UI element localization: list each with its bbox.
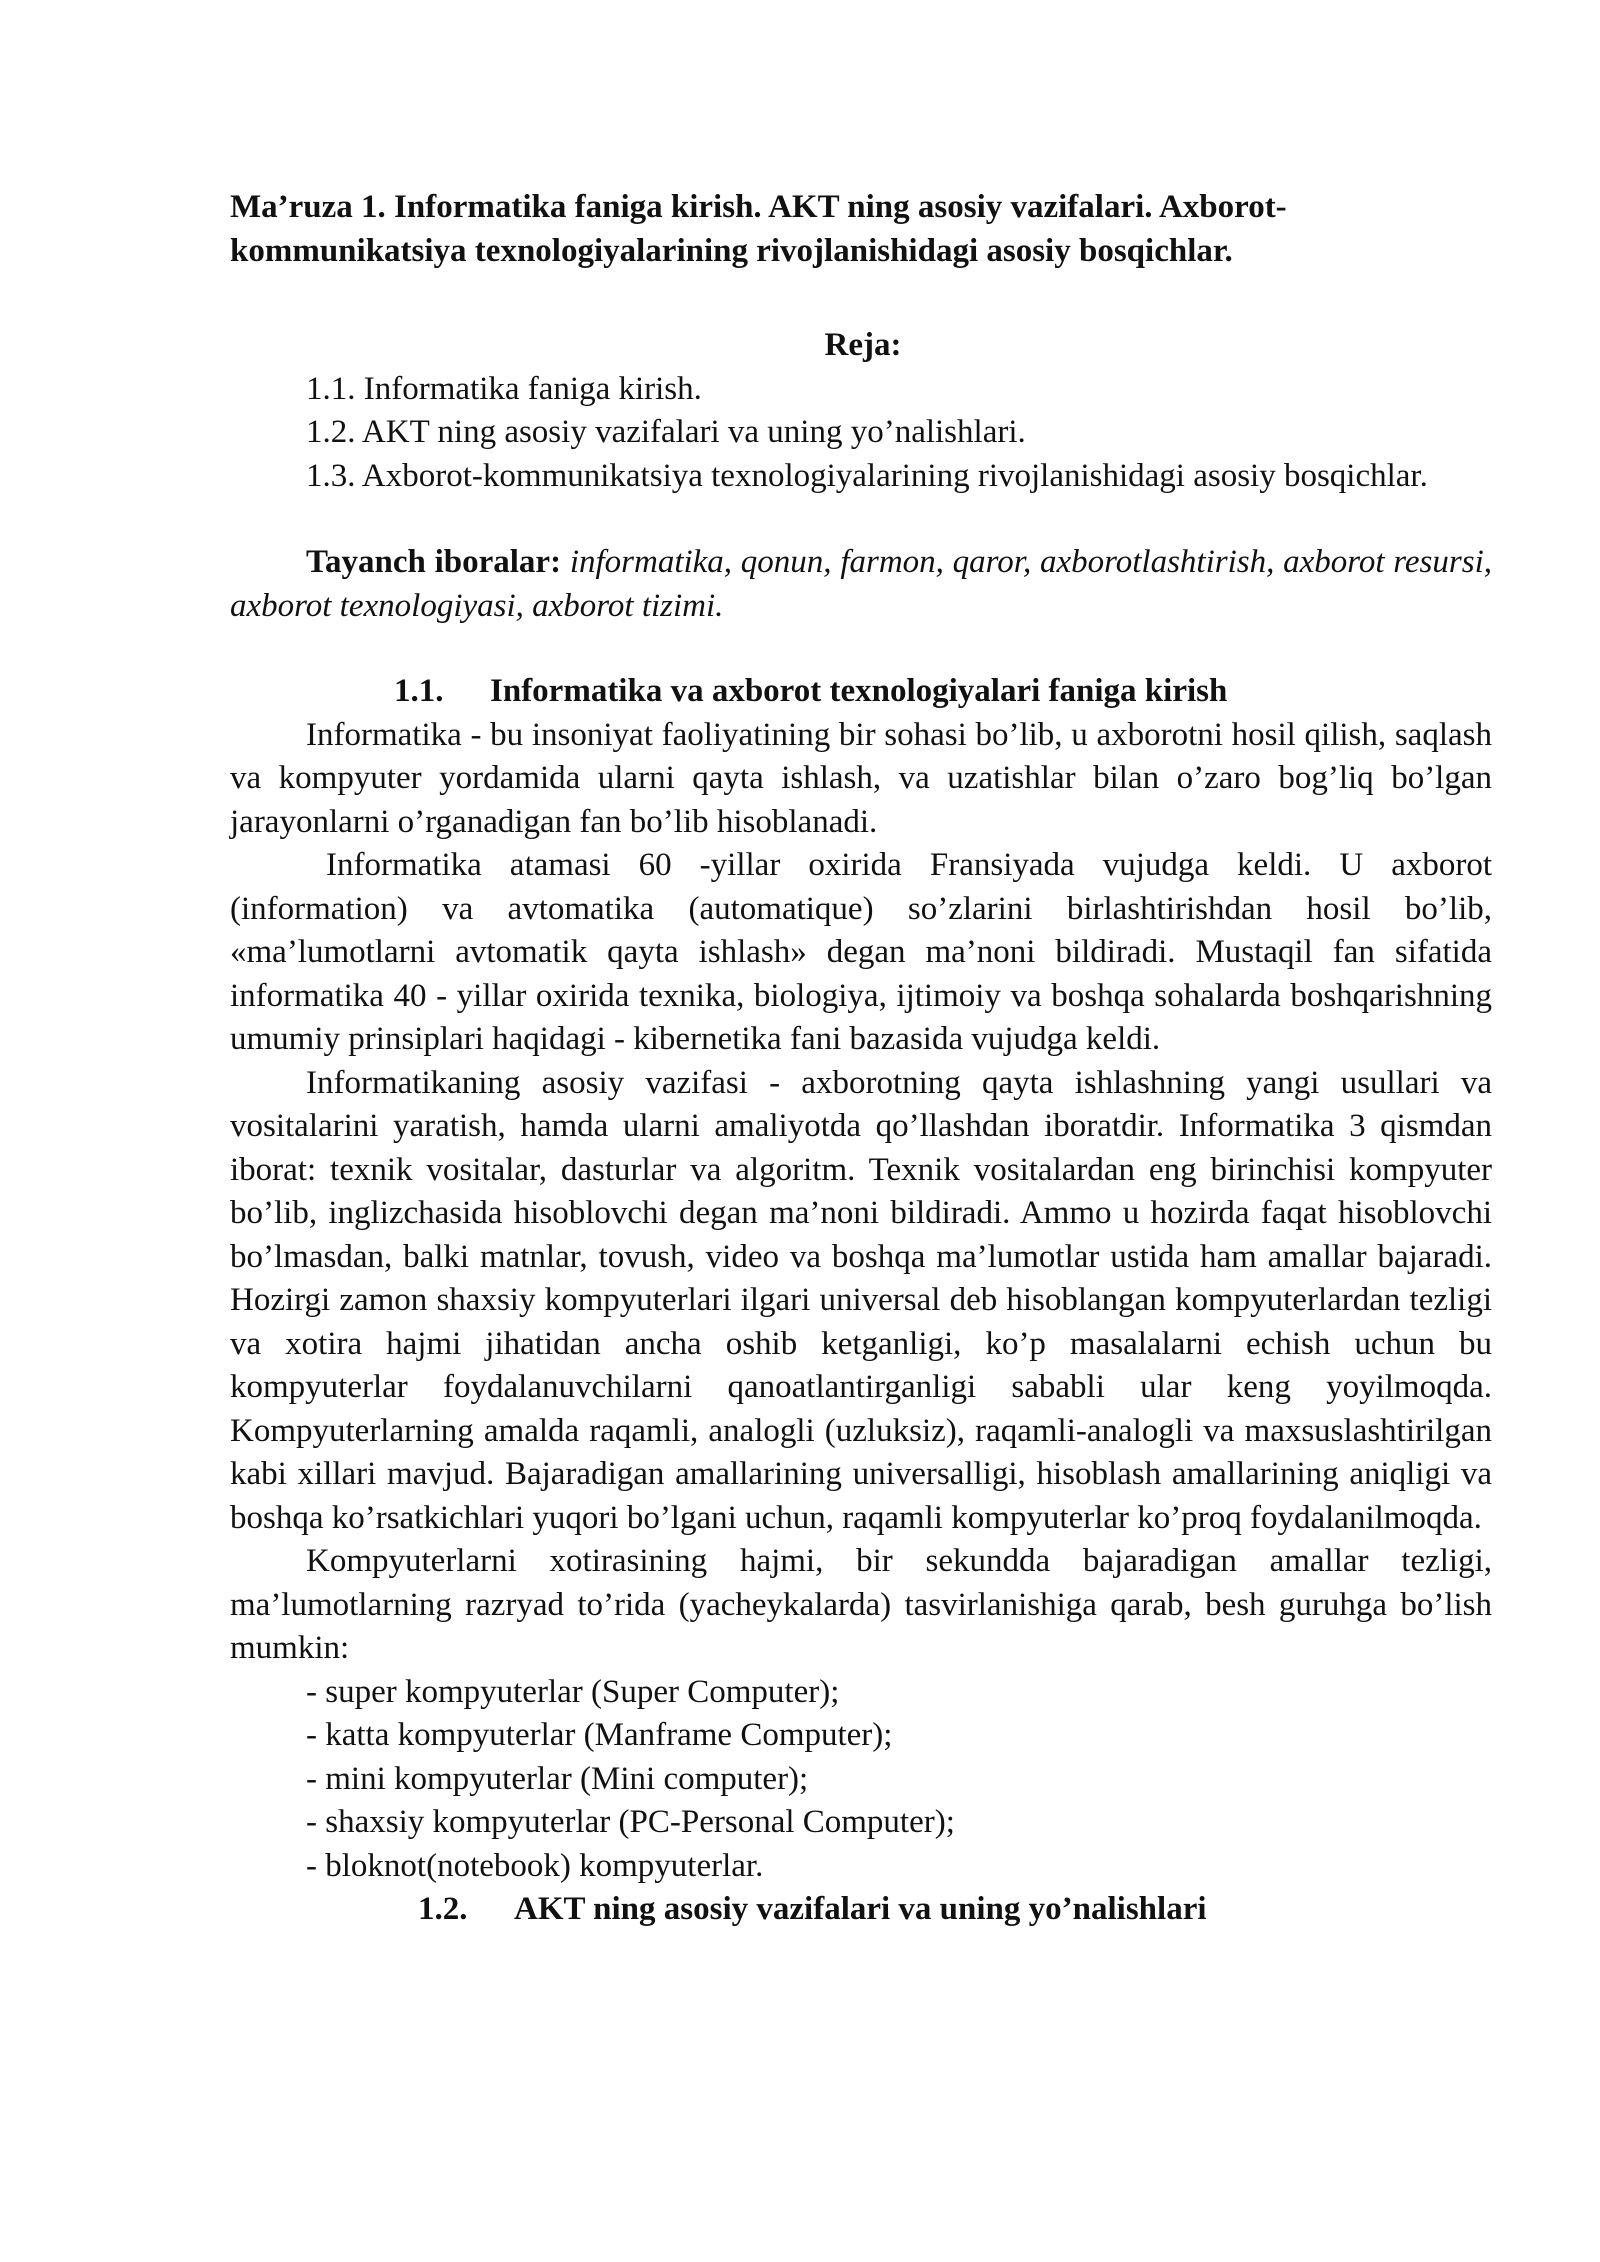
section-heading-2 (230, 1888, 1492, 1932)
lecture-title (230, 186, 1492, 273)
section-heading-1 (230, 670, 1492, 714)
list-item: - shaxsiy kompyuterlar (PC-Personal Computer); (306, 1804, 955, 1840)
body-paragraph: Informatikaning asosiy vazifasi - axborotning qayta ishlashning yangi usullari va vositalarini yaratish, hamda ularni amaliyotda qo’llashdan iboratdir. Informatika 3 qismdan iborat: texnik vositalar, dasturlar va algoritm. Texnik vositalardan eng birinchisi kompyuter bo’lib, inglizchasida hisoblovchi degan ma’noni bildiradi. Ammo u hozirda faqat hisoblovchi bo’lmasdan, balki matnlar, tovush, video va boshqa ma’lumotlar ustida ham amallar bajaradi. Hozirgi zamon shaxsiy kompyuterlari ilgari universal deb hisoblangan kompyuterlardan tezligi va xotira hajmi jihatidan ancha oshib ketganligi, ko’p masalalarni echish uchun bu kompyuterlar foydalanuvchilarni qanoatlantirganligi sababli ular keng yoyilmoqda. Kompyuterlarning amalda raqamli, analogli (uzluksiz), raqamli-analogli va maxsuslashtirilgan kabi xillari mavjud. Bajaradigan amallarining universalligi, hisoblash amallarining aniqligi va boshqa ko’rsatkichlari yuqori bo’lgani uchun, raqamli kompyuterlar ko’proq foydalanilmoqda. (230, 1064, 1492, 1536)
plan-item: 1.1. Informatika faniga kirish. (306, 370, 702, 407)
body-paragraph: Informatika - bu insoniyat faoliyatining bir sohasi bo’lib, u axborotni hosil qilish, saqlash va kompyuter yordamida ularni qayta ishlash, va uzatishlar bilan o’zaro bog’liq bo’lgan jarayonlarni o’rganadigan fan bo’lib hisoblanadi. (230, 716, 1492, 840)
plan-heading: Reja: (824, 327, 902, 363)
document-page (230, 186, 1492, 1932)
plan-item: 1.3. Axborot-kommunikatsiya texnologiyalarining rivojlanishidagi asosiy bosqichlar. (306, 457, 1428, 494)
section-number: 1.2. (418, 1891, 468, 1927)
keywords-paragraph (230, 541, 1492, 628)
lecture-title-rest: . Informatika faniga kirish. AKT ning asosiy vazifalari. Axborot-kommunikatsiya texnologiyalarining rivojlanishidagi asosiy bosqichlar. (230, 189, 1287, 269)
list-item: - super kompyuterlar (Super Computer); (306, 1673, 840, 1710)
plan-item: 1.2. AKT ning asosiy vazifalari va uning yo’nalishlari. (306, 414, 1026, 450)
body-paragraph: Kompyuterlarni xotirasining hajmi, bir sekundda bajaradigan amallar tezligi, ma’lumotlarning razryad to’rida (yacheykalarda) tasvirlanishiga qarab, besh guruhga bo’lish mumkin: (230, 1543, 1492, 1666)
list-item: - mini kompyuterlar (Mini computer); (306, 1760, 809, 1797)
section-title: Informatika va axborot texnologiyalari faniga kirish (490, 673, 1228, 709)
body-paragraph: Informatika atamasi 60 -yillar oxirida Fransiyada vujudga keldi. U axborot (information) va avtomatika (automatique) so’zlarini birlashtirishdan hosil bo’lib, «ma’lumotlarni avtomatik qayta ishlash» degan ma’noni bildiradi. Mustaqil fan sifatida informatika 40 - yillar oxirida texnika, biologiya, ijtimoiy va boshqa sohalarda boshqarishning umumiy prinsiplari haqidagi - kibernetika fani bazasida vujudga keldi. (230, 847, 1492, 1057)
section-number: 1.1. (394, 673, 444, 709)
list-item: - katta kompyuterlar (Manframe Computer); (306, 1717, 893, 1753)
lecture-title-prefix: Ma’ruza 1 (230, 189, 378, 225)
keywords-text: informatika, qonun, farmon, qaror, axborotlashtirish, axborot resursi, axborot texnologiyasi, axborot tizimi. (230, 544, 1492, 624)
section-title: AKT ning asosiy vazifalari va uning yo’nalishlari (514, 1891, 1207, 1927)
list-item: - bloknot(notebook) kompyuterlar. (306, 1847, 764, 1884)
keywords-label: Tayanch iboralar: (306, 544, 562, 580)
